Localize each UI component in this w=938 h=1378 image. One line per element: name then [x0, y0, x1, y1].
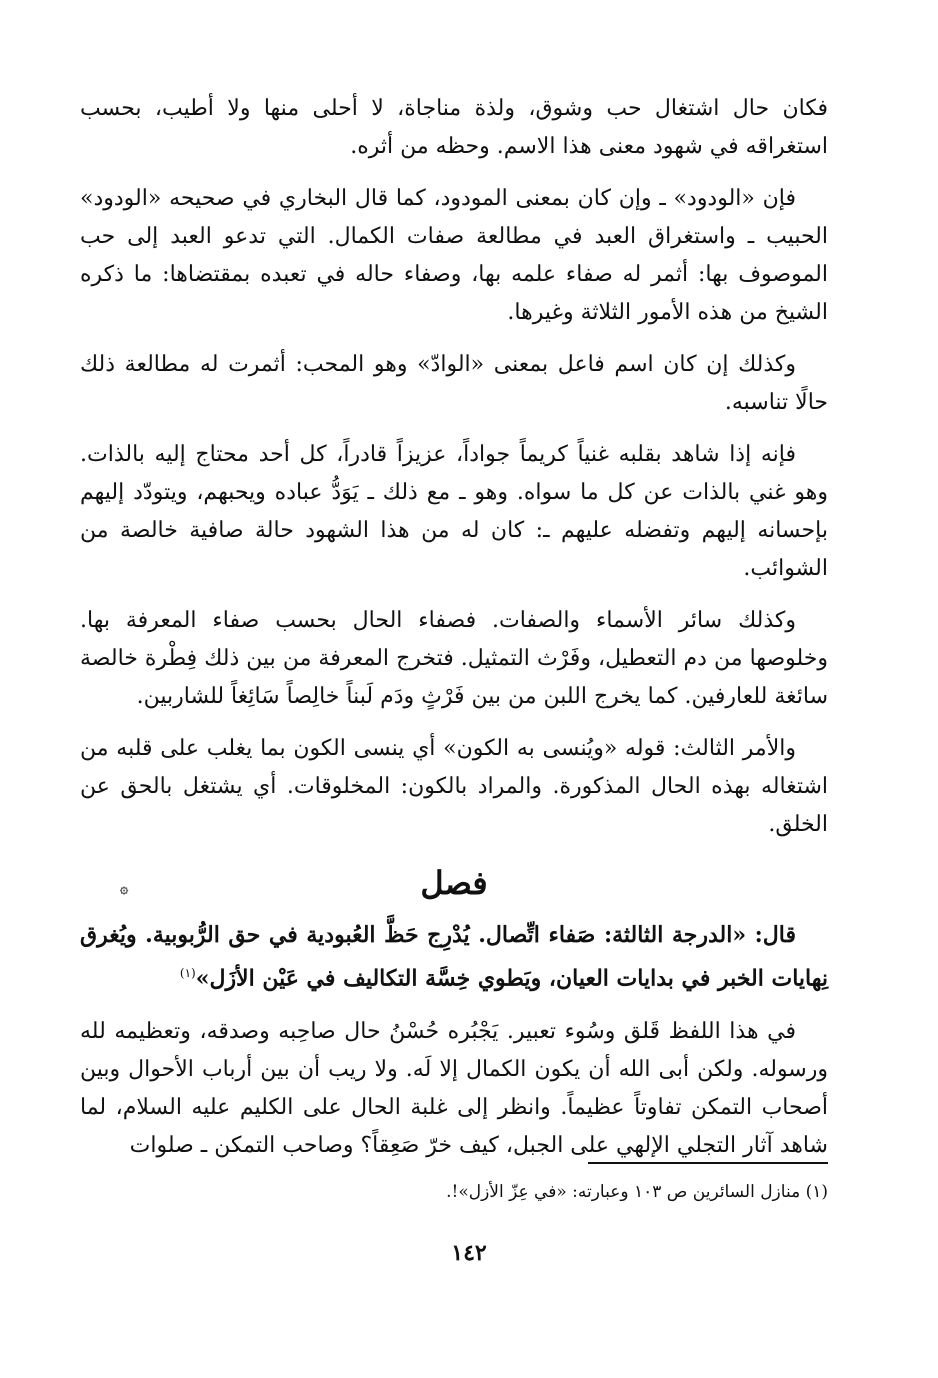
footnote: (١) منازل السائرين ص ١٠٣ وعبارته: «في عِزّ الأزل»!. — [446, 1182, 828, 1202]
quote-text: قال: «الدرجة الثالثة: صَفاء اتِّصال. يُدْرِج حَظَّ العُبودية في حق الرُّبوبية. ويُغرق نِهايات الخبر في بدايات العيان، ويَطوي خِسَّة التكاليف في عَيْن الأزَل» — [80, 922, 828, 992]
ornament-icon: ۞ — [120, 881, 129, 897]
paragraph-3: وكذلك إن كان اسم فاعل بمعنى «الوادّ» وهو المحب: أثمرت له مطالعة ذلك حالًا تناسبه. — [80, 352, 828, 415]
page-body — [80, 90, 828, 1179]
paragraph-4: فإنه إذا شاهد بقلبه غنياً كريماً جواداً، عزيزاً قادراً، كل أحد محتاج إليه بالذات. وهو غني بالذات عن كل ما سواه. وهو ـ مع ذلك ـ يَوَدُّ عباده ويحبهم، ويتودّد إليهم بإحسانه إليهم وتفضله عليهم ـ: كان له من هذا الشهود حالة صافية خالصة من الشوائب. — [80, 442, 828, 581]
paragraph-6: والأمر الثالث: قوله «ويُنسى به الكون» أي ينسى الكون بما يغلب على قلبه من اشتغاله بهذه الحال المذكورة. والمراد بالكون: المخلوقات. أي يشتغل بالحق عن الخلق. — [80, 736, 829, 837]
section-title-text: فصل — [420, 864, 488, 902]
page-number: ١٤٢ — [451, 1240, 487, 1266]
paragraph-2: فإن «الودود» ـ وإن كان بمعنى المودود، كما قال البخاري في صحيحه «الودود» الحبيب ـ واستغراق العبد في مطالعة صفات الكمال. التي تدعو العبد إلى حب الموصوف بها: أثمر له صفاء علمه بها، وصفاء حاله في تعبده بمقتضاها: ما ذكره الشيخ من هذه الأمور الثلاثة وغيرها. — [80, 186, 828, 325]
quoted-passage — [80, 916, 828, 997]
paragraph-5: وكذلك سائر الأسماء والصفات. فصفاء الحال بحسب صفاء المعرفة بها. وخلوصها من دم التعطيل، وفَرْث التمثيل. فتخرج المعرفة من بين ذلك فِطْرة خالصة سائغة للعارفين. كما يخرج اللبن من بين فَرْثٍ ودَم لَبناً خالِصاً سَائِغاً للشاربين. — [80, 608, 828, 709]
section-heading — [80, 858, 828, 908]
paragraph-7: في هذا اللفظ قَلق وسُوء تعبير. يَجْبُره حُسْنُ حال صاحِبه وصدقه، وتعظيمه لله ورسوله. ولكن أبى الله أن يكون الكمال إلا لَه. ولا ريب أن بين أرباب الأحوال وبين أصحاب التمكن تفاوتاً عظيماً. وانظر إلى غلبة الحال على الكليم عليه السلام، لما شاهد آثار التجلي الإلهي على الجبل، كيف خرّ صَعِقاً؟ وصاحب التمكن ـ صلوات — [80, 1019, 828, 1159]
footnote-marker: (١) — [179, 966, 196, 980]
paragraph-1: فكان حال اشتغال حب وشوق، ولذة مناجاة، لا أحلى منها ولا أطيب، بحسب استغراقه في شهود معنى هذا الاسم. وحظه من أثره. — [80, 96, 828, 159]
footnote-divider — [588, 1162, 828, 1164]
